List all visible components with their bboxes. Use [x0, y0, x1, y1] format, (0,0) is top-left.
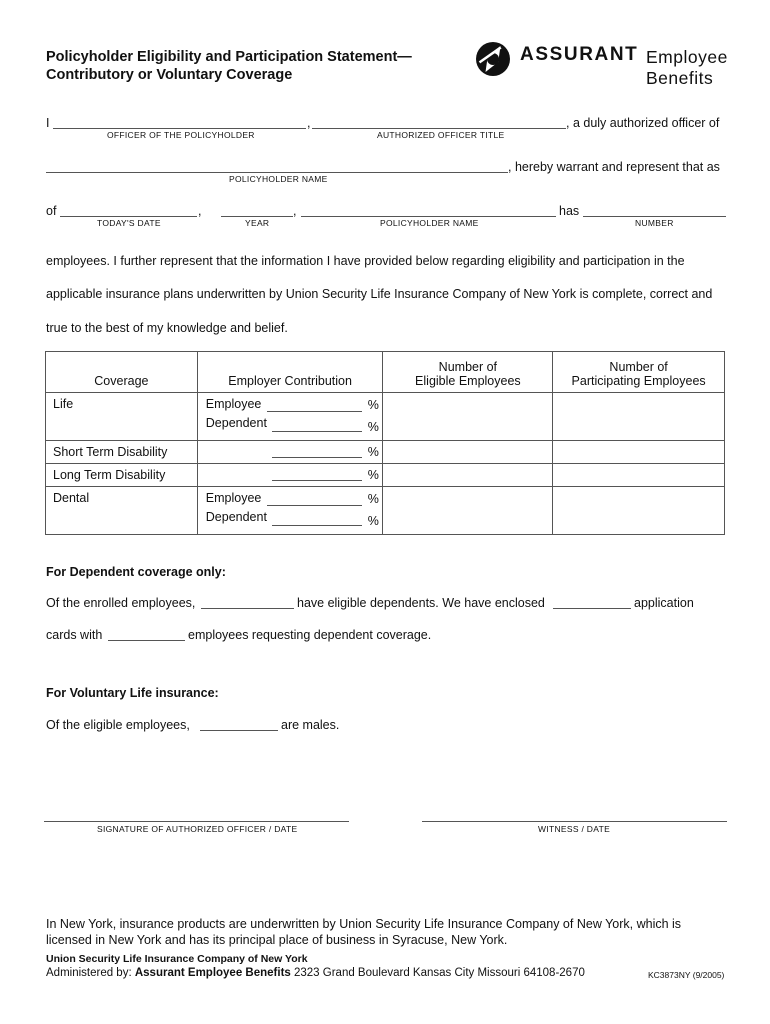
requesting-employees-field[interactable]	[108, 640, 185, 641]
note-line-1: In New York, insurance products are underwritten by Union Security Life Insurance Company of New York, which is	[46, 917, 682, 931]
percent-sign: %	[367, 468, 379, 482]
officer-signature-label: SIGNATURE OF AUTHORIZED OFFICER / DATE	[97, 824, 298, 834]
hereby-text: , hereby warrant and represent that as	[508, 160, 720, 174]
ltd-percent-field[interactable]	[272, 480, 362, 481]
administrator-address: 2323 Grand Boulevard Kansas City Missouri 64108-2670	[294, 967, 585, 979]
dental-employee-percent-field[interactable]	[267, 505, 362, 506]
life-dependent-percent-field[interactable]	[272, 431, 362, 432]
std-contribution-cell	[197, 441, 383, 464]
dependent-text-2b: employees requesting dependent coverage.	[188, 628, 432, 642]
comma-2: ,	[198, 204, 202, 218]
coverage-ltd: Long Term Disability	[46, 464, 198, 487]
officer-name-field[interactable]	[53, 128, 306, 129]
header-coverage: Coverage	[46, 352, 198, 393]
dental-dependent-label: Dependent	[205, 510, 267, 524]
dependent-text-1a: Of the enrolled employees,	[46, 596, 196, 610]
percent-sign: %	[367, 514, 379, 528]
officer-title-field[interactable]	[312, 128, 566, 129]
new-york-note	[46, 916, 726, 948]
form-code: KC3873NY (9/2005)	[648, 970, 725, 980]
std-eligible-cell[interactable]	[383, 441, 553, 464]
percent-sign: %	[367, 492, 379, 506]
ltd-eligible-cell[interactable]	[383, 464, 553, 487]
todays-date-label: TODAY'S DATE	[97, 218, 161, 228]
year-label: YEAR	[245, 218, 270, 228]
policyholder-name-label: POLICYHOLDER NAME	[229, 174, 328, 184]
page-title	[46, 48, 412, 84]
witness-signature-label: WITNESS / DATE	[538, 824, 611, 834]
duly-authorized-text: , a duly authorized officer of	[566, 116, 720, 130]
dental-participating-cell[interactable]	[553, 487, 725, 535]
dental-eligible-cell[interactable]	[383, 487, 553, 535]
table-row	[46, 441, 725, 464]
logo-brand-text: ASSURANT	[520, 44, 639, 65]
std-participating-cell[interactable]	[553, 441, 725, 464]
life-employee-percent-field[interactable]	[267, 411, 362, 412]
note-line-2: licensed in New York and has its principal place of business in Syracuse, New York.	[46, 933, 508, 947]
coverage-table	[45, 351, 725, 535]
voluntary-text-1b: are males.	[281, 718, 340, 732]
policyholder-name-field-2[interactable]	[301, 216, 556, 217]
voluntary-text-1a: Of the eligible employees,	[46, 718, 190, 732]
coverage-std: Short Term Disability	[46, 441, 198, 464]
header-participating-employees: Number of Participating Employees	[553, 352, 725, 393]
footer-administered	[46, 967, 585, 979]
life-dependent-label: Dependent	[205, 416, 267, 430]
witness-signature-field[interactable]	[422, 821, 727, 822]
dental-contribution-cell	[197, 487, 383, 535]
assurant-logo	[474, 38, 734, 90]
policyholder-name-label-2: POLICYHOLDER NAME	[380, 218, 479, 228]
percent-sign: %	[367, 398, 379, 412]
statement-line-3: true to the best of my knowledge and belief.	[46, 321, 288, 335]
dental-dependent-percent-field[interactable]	[272, 525, 362, 526]
todays-date-field[interactable]	[60, 216, 197, 217]
coverage-dental: Dental	[46, 487, 198, 535]
administered-label: Administered by:	[46, 967, 132, 979]
std-percent-field[interactable]	[272, 457, 362, 458]
officer-signature-field[interactable]	[44, 821, 349, 822]
officer-title-label: AUTHORIZED OFFICER TITLE	[377, 130, 505, 140]
dependent-text-1b: have eligible dependents. We have enclosed	[297, 596, 545, 610]
year-field[interactable]	[221, 216, 293, 217]
policyholder-name-field[interactable]	[46, 172, 508, 173]
ltd-contribution-cell	[197, 464, 383, 487]
statement-line-1: employees. I further represent that the information I have provided below regarding eligibility and participation in the	[46, 254, 685, 268]
life-employee-label: Employee	[205, 397, 262, 411]
officer-i-label: I	[46, 116, 50, 130]
application-cards-field[interactable]	[553, 608, 631, 609]
comma-3: ,	[293, 204, 297, 218]
males-count-field[interactable]	[200, 730, 278, 731]
title-line-1: Policyholder Eligibility and Participation Statement—	[46, 49, 412, 65]
statement-line-2: applicable insurance plans underwritten by Union Security Life Insurance Company of New York is complete, correct and	[46, 287, 713, 301]
ltd-participating-cell[interactable]	[553, 464, 725, 487]
enrolled-dependents-field[interactable]	[201, 608, 294, 609]
header-employer-contribution: Employer Contribution	[197, 352, 383, 393]
number-field[interactable]	[583, 216, 726, 217]
life-participating-cell[interactable]	[553, 393, 725, 441]
percent-sign: %	[367, 420, 379, 434]
voluntary-heading: For Voluntary Life insurance:	[46, 686, 219, 700]
has-label: has	[559, 204, 580, 218]
comma-1: ,	[307, 116, 311, 130]
logo-sub-text-1: Employee	[646, 47, 728, 67]
percent-sign: %	[367, 445, 379, 459]
assurant-emblem-icon	[474, 40, 512, 78]
coverage-life: Life	[46, 393, 198, 441]
officer-label: OFFICER OF THE POLICYHOLDER	[107, 130, 255, 140]
header-eligible-employees: Number of Eligible Employees	[383, 352, 553, 393]
of-label: of	[46, 204, 57, 218]
table-header-row	[46, 352, 725, 393]
dependent-text-1c: application	[634, 596, 694, 610]
life-eligible-cell[interactable]	[383, 393, 553, 441]
dependent-heading: For Dependent coverage only:	[46, 565, 226, 579]
number-label: NUMBER	[635, 218, 674, 228]
logo-sub-text-2: Benefits	[646, 68, 714, 88]
footer-company: Union Security Life Insurance Company of New York	[46, 953, 308, 965]
table-row	[46, 393, 725, 441]
table-row	[46, 464, 725, 487]
dependent-text-2a: cards with	[46, 628, 103, 642]
table-row	[46, 487, 725, 535]
life-contribution-cell	[197, 393, 383, 441]
dental-employee-label: Employee	[205, 491, 262, 505]
administrator-name: Assurant Employee Benefits	[134, 967, 291, 979]
title-line-2: Contributory or Voluntary Coverage	[46, 67, 293, 83]
